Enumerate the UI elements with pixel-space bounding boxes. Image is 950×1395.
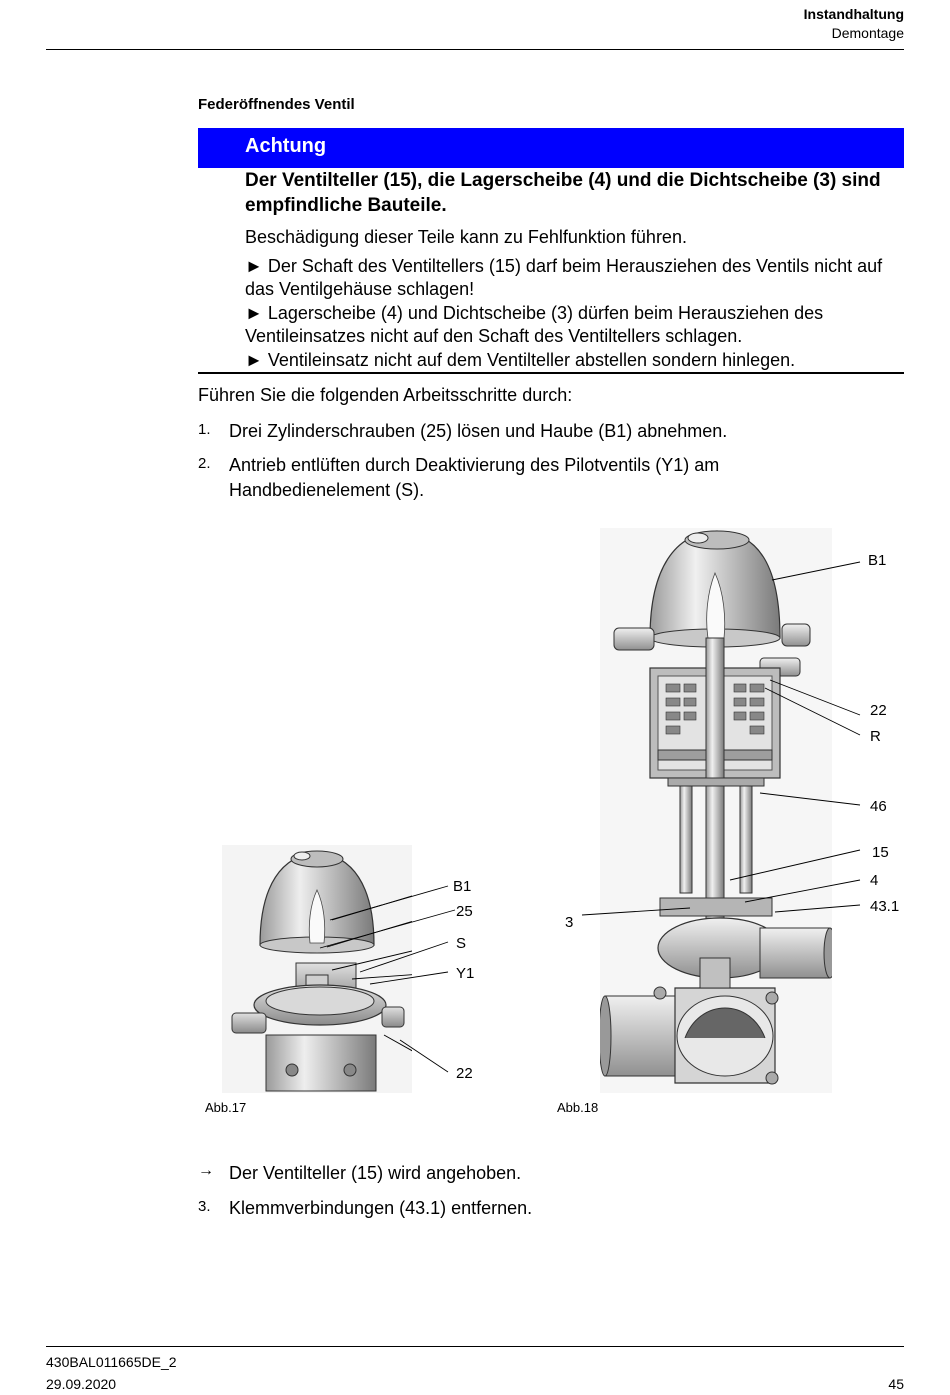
- footer-divider: [46, 1346, 904, 1347]
- result-text: Der Ventilteller (15) wird angehoben.: [229, 1163, 522, 1183]
- fig18-label-43-1: 43.1: [870, 898, 900, 915]
- figure-17-leaders: [300, 880, 460, 1080]
- footer-date: 29.09.2020: [46, 1376, 117, 1392]
- fig18-label-46: 46: [870, 798, 887, 815]
- footer-page-number: 45: [888, 1376, 904, 1392]
- warning-bullet-3: ► Ventileinsatz nicht auf dem Ventilteller abstellen sondern hinlegen.: [245, 350, 796, 370]
- header-title: Instandhaltung: [803, 6, 904, 22]
- step-3-text: Klemmverbindungen (43.1) entfernen.: [229, 1198, 533, 1218]
- figure-17-caption: Abb.17: [205, 1100, 247, 1115]
- footer-doc-id: 430BAL011665DE_2: [46, 1354, 177, 1370]
- header-divider: [46, 49, 904, 50]
- fig18-label-3: 3: [565, 914, 574, 931]
- warning-banner: [198, 128, 904, 168]
- fig18-label-4: 4: [870, 872, 879, 889]
- section-title: Federöffnendes Ventil: [198, 96, 355, 113]
- warning-label: Achtung: [245, 135, 327, 157]
- figure-18-caption: Abb.18: [557, 1100, 599, 1115]
- step-1-text: Drei Zylinderschrauben (25) lösen und Haube (B1) abnehmen.: [229, 421, 728, 441]
- step-1-number: 1.: [198, 421, 211, 438]
- warning-heading: Der Ventilteller (15), die Lagerscheibe (4) und die Dichtscheibe (3) sind empfindliche Bauteile.: [245, 170, 881, 216]
- fig18-label-15: 15: [872, 844, 889, 861]
- result-arrow: →: [198, 1162, 214, 1179]
- figure-18-leaders: [560, 550, 870, 930]
- fig17-label-s: S: [456, 935, 467, 952]
- fig18-label-22: 22: [870, 702, 887, 719]
- warning-bullet-2: ► Lagerscheibe (4) und Dichtscheibe (3) dürfen beim Herausziehen des Ventileinsatzes nicht auf den Schaft des Ventiltellers schlagen.: [245, 303, 824, 346]
- fig17-label-25: 25: [456, 903, 473, 920]
- fig18-label-r: R: [870, 728, 881, 745]
- step-3-number: 3.: [198, 1198, 211, 1215]
- step-2-text: Antrieb entlüften durch Deaktivierung des Pilotventils (Y1) am Handbedienelement (S).: [229, 455, 720, 500]
- fig18-label-b1: B1: [868, 552, 887, 569]
- intro-text: Führen Sie die folgenden Arbeitsschritte durch:: [198, 385, 573, 405]
- fig17-label-22: 22: [456, 1065, 473, 1082]
- header-subtitle: Demontage: [831, 25, 904, 41]
- fig17-label-b1: B1: [453, 878, 472, 895]
- step-2-number: 2.: [198, 455, 211, 472]
- warning-text: Beschädigung dieser Teile kann zu Fehlfunktion führen.: [245, 227, 687, 247]
- fig17-label-y1: Y1: [456, 965, 475, 982]
- warning-bottom-rule: [198, 372, 904, 374]
- warning-bullet-1: ► Der Schaft des Ventiltellers (15) darf beim Herausziehen des Ventils nicht auf das Ventilgehäuse schlagen!: [245, 256, 883, 299]
